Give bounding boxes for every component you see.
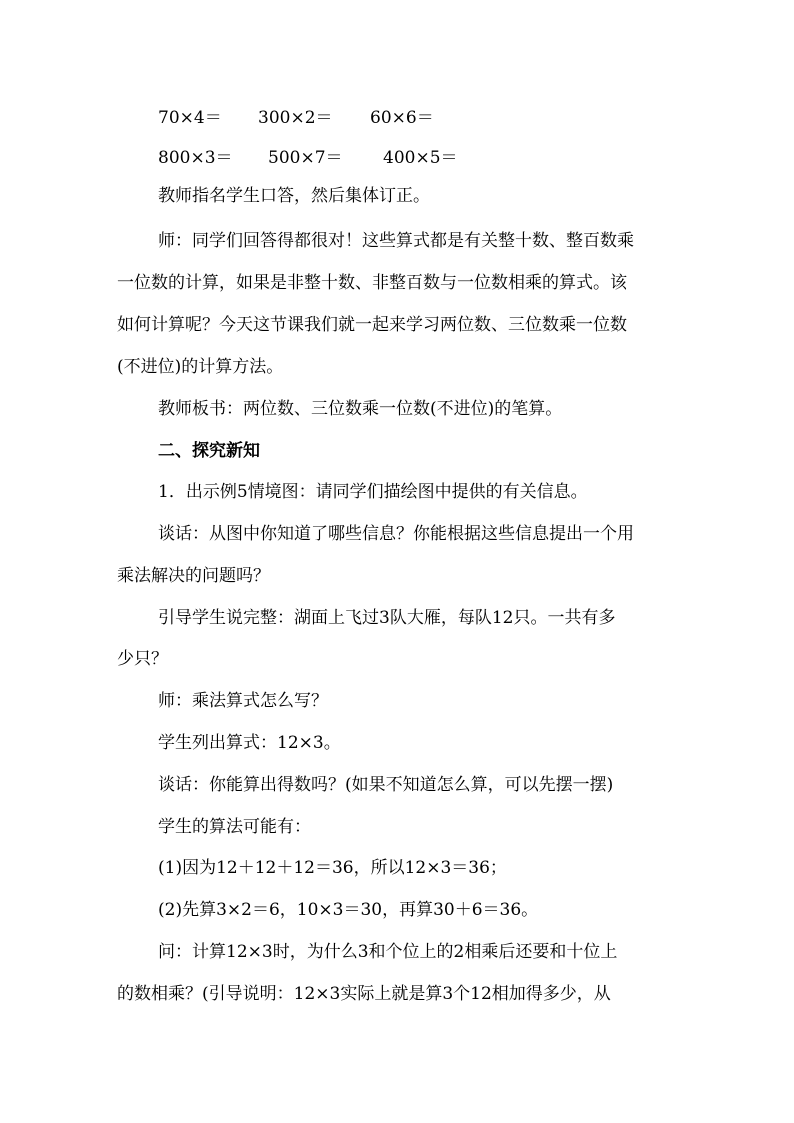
paragraph-line: 教师指名学生口答，然后集体订正。: [158, 186, 430, 206]
section-heading: 二、探究新知: [158, 441, 260, 461]
paragraph-line: 如何计算呢？今天这节课我们就一起来学习两位数、三位数乘一位数: [117, 315, 627, 335]
calc-item: 300×2＝: [258, 108, 333, 128]
calc-row-2: [0, 146, 794, 170]
paragraph-line: 师：乘法算式怎么写？: [158, 691, 328, 711]
calc-row-1: [0, 106, 794, 130]
paragraph-line: 的数相乘？(引导说明：12×3实际上就是算3个12相加得多少，从: [117, 984, 611, 1004]
paragraph-line: 师：同学们回答得都很对！这些算式都是有关整十数、整百数乘: [158, 231, 634, 251]
paragraph-line: 乘法解决的问题吗？: [117, 566, 270, 586]
paragraph-line: 学生的算法可能有：: [158, 817, 311, 837]
calc-item: 800×3＝: [158, 148, 233, 168]
calc-item: 500×7＝: [268, 148, 343, 168]
paragraph-line: 少只？: [117, 649, 168, 669]
paragraph-line: (1)因为12＋12＋12＝36，所以12×3＝36；: [158, 858, 507, 878]
paragraph-line: 一位数的计算，如果是非整十数、非整百数与一位数相乘的算式。该: [117, 273, 627, 293]
paragraph-line: 谈话：从图中你知道了哪些信息？你能根据这些信息提出一个用: [158, 524, 634, 544]
paragraph-line: 学生列出算式：12×3。: [158, 733, 341, 753]
paragraph-line: 问：计算12×3时，为什么3和个位上的2相乘后还要和十位上: [158, 942, 618, 962]
paragraph-line: 教师板书：两位数、三位数乘一位数(不进位)的笔算。: [158, 399, 563, 419]
paragraph-line: 引导学生说完整：湖面上飞过3队大雁，每队12只。一共有多: [158, 608, 616, 628]
paragraph-line: 谈话：你能算出得数吗？(如果不知道怎么算，可以先摆一摆): [158, 775, 614, 795]
calc-item: 60×6＝: [370, 108, 434, 128]
calc-item: 400×5＝: [383, 148, 458, 168]
paragraph-line: (2)先算3×2＝6，10×3＝30，再算30＋6＝36。: [158, 900, 539, 920]
paragraph-line: (不进位)的计算方法。: [117, 357, 284, 377]
paragraph-line: 1．出示例5情境图：请同学们描绘图中提供的有关信息。: [158, 482, 588, 502]
calc-item: 70×4＝: [158, 108, 222, 128]
